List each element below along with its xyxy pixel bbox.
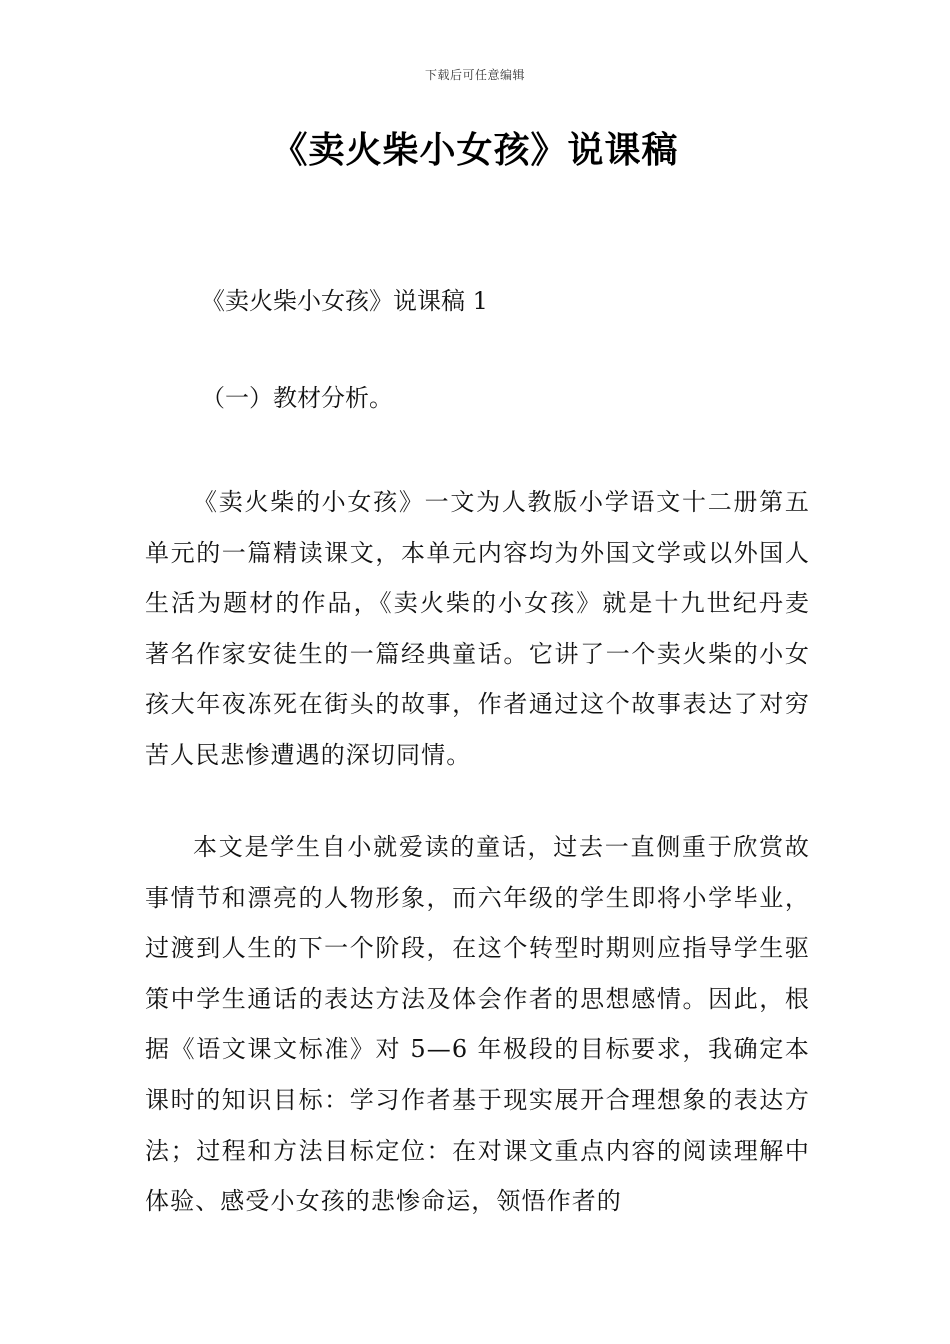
header-note: 下载后可任意编辑	[424, 68, 525, 82]
section-heading: 《卖火柴小女孩》说课稿 1	[201, 287, 488, 315]
document-title: 《卖火柴小女孩》说课稿	[271, 130, 679, 171]
body-paragraph: 本文是学生自小就爱读的童话，过去一直侧重于欣赏故事情节和漂亮的人物形象，而六年级的学生即将小学毕业，过渡到人生的下一个阶段，在这个转型时期则应指导学生驱策中学生通话的表达方法及体会作者的思想感情。因此，根据《语文课文标准》对 5—6 年极段的目标要求，我确定本课时的知识目标：学习作者基于现实展开合理想象的表达方法；过程和方法目标定位：在对课文重点内容的阅读理解中体验、感受小女孩的悲惨命运，领悟作者的	[145, 833, 810, 1216]
part-heading: （一）教材分析。	[201, 384, 393, 412]
body-paragraph: 《卖火柴的小女孩》一文为人教版小学语文十二册第五单元的一篇精读课文，本单元内容均为外国文学或以外国人生活为题材的作品，《卖火柴的小女孩》就是十九世纪丹麦著名作家安徒生的一篇经典童话。它讲了一个卖火柴的小女孩大年夜冻死在街头的故事，作者通过这个故事表达了对穷苦人民悲惨遭遇的深切同情。	[145, 488, 810, 769]
